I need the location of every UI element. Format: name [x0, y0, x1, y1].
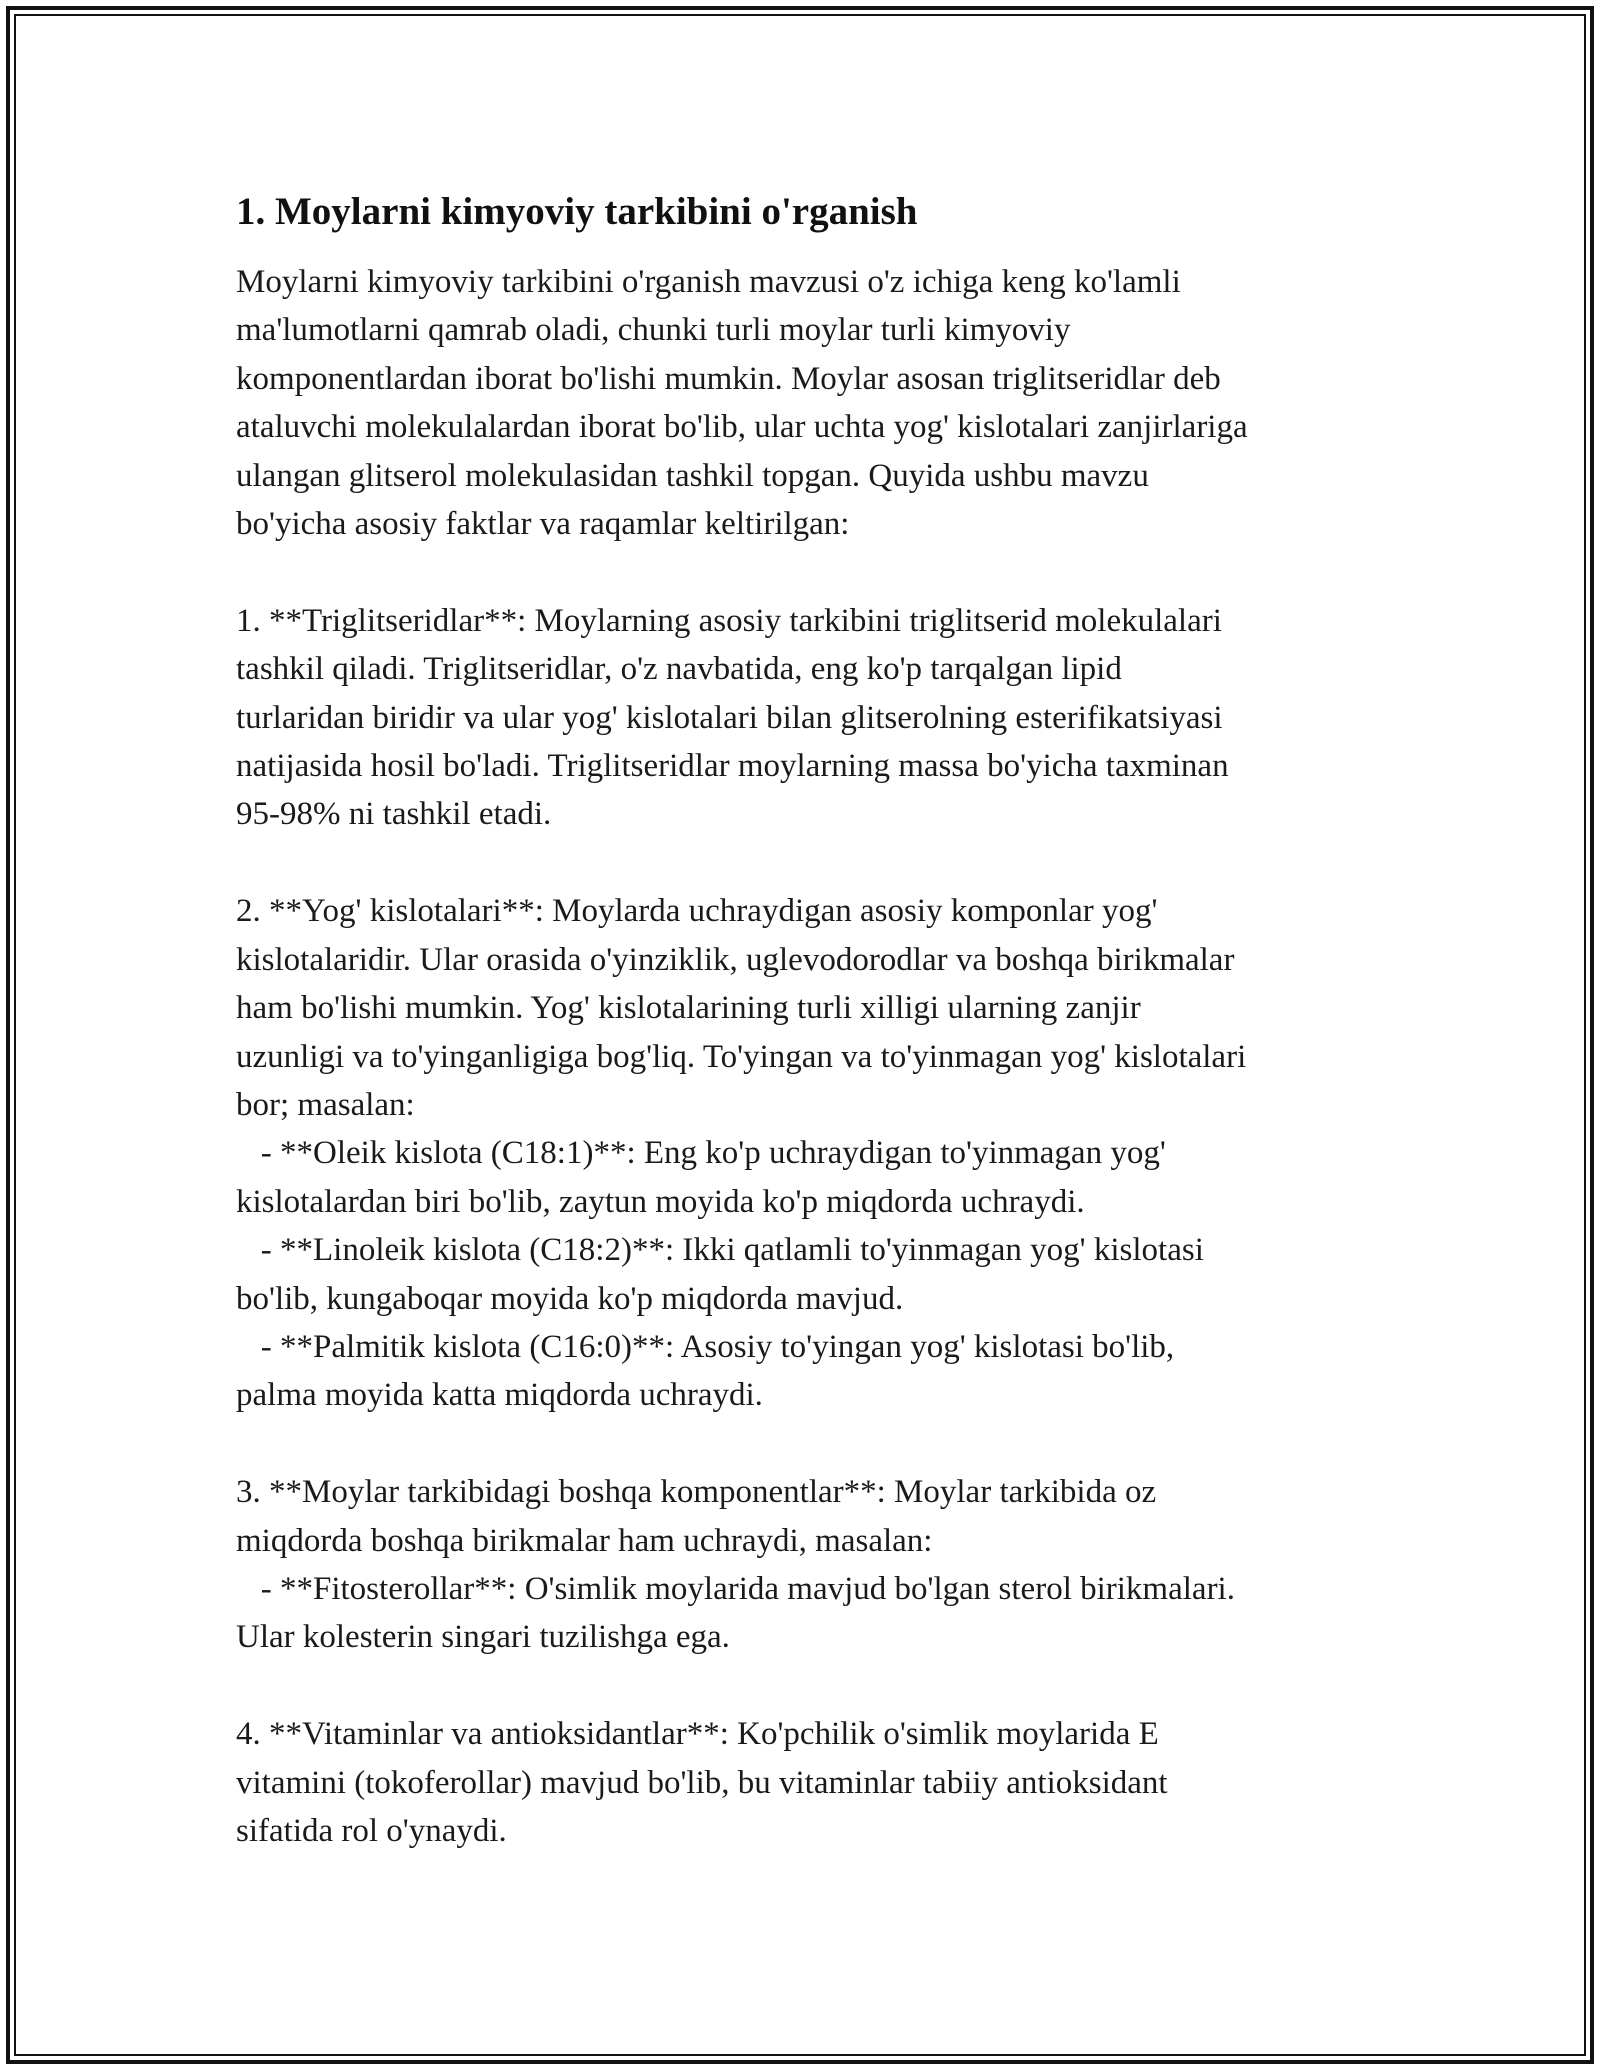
page-title: 1. Moylarni kimyoviy tarkibini o'rganish [236, 190, 918, 233]
document-body: Moylarni kimyoviy tarkibini o'rganish mavzusi o'z ichiga keng ko'lamli ma'lumotlarni qamrab oladi, chunki turli moylar turli kimyoviy komponentlardan iborat bo'lishi mumkin. Moylar asosan triglitseridlar deb ataluvchi molekulalardan iborat bo'lib, ular uchta yog' kislotalari zanjirlariga ulangan glitserol molekulasidan tashkil topgan. Quyida ushbu mavzu bo'yicha asosiy faktlar va raqamlar keltirilgan: 1. **Triglitseridlar**: Moylarning asosiy tarkibini triglitserid molekulalari tashkil qiladi. Triglitseridlar, o'z navbatida, eng ko'p tarqalgan lipid turlaridan biridir va ular yog' kislotalari bilan glitserolning esterifikatsiyasi natijasida hosil bo'ladi. Triglitseridlar moylarning massa bo'yicha taxminan 95-98% ni tashkil etadi. 2. **Yog' kislotalari**: Moylarda uchraydigan asosiy komponlar yog' kislotalaridir. Ular orasida o'yinziklik, uglevodorodlar va boshqa birikmalar ham bo'lishi mumkin. Yog' kislotalarining turli xilligi ularning zanjir uzunligi va to'yinganligiga bog'liq. To'yingan va to'yinmagan yog' kislotalari bor; masalan: - **Oleik kislota (C18:1)**: Eng ko'p uchraydigan to'yinmagan yog' kislotalardan biri bo'lib, zaytun moyida ko'p miqdorda uchraydi. - **Linoleik kislota (C18:2)**: Ikki qatlamli to'yinmagan yog' kislotasi bo'lib, kungaboqar moyida ko'p miqdorda mavjud. - **Palmitik kislota (C16:0)**: Asosiy to'yingan yog' kislotasi bo'lib, palma moyida katta miqdorda uchraydi. 3. **Moylar tarkibidagi boshqa komponentlar**: Moylar tarkibida oz miqdorda boshqa birikmalar ham uchraydi, masalan: - **Fitosterollar**: O'simlik moylarida mavjud bo'lgan sterol birikmalari. Ular kolesterin singari tuzilishga ega. 4. **Vitaminlar va antioksidantlar**: Ko'pchilik o'simlik moylarida E vitamini (tokoferollar) mavjud bo'lib, bu vitaminlar tabiiy antioksidant sifatida rol o'ynaydi. [236, 264, 1248, 1849]
document-content [236, 184, 1366, 1855]
